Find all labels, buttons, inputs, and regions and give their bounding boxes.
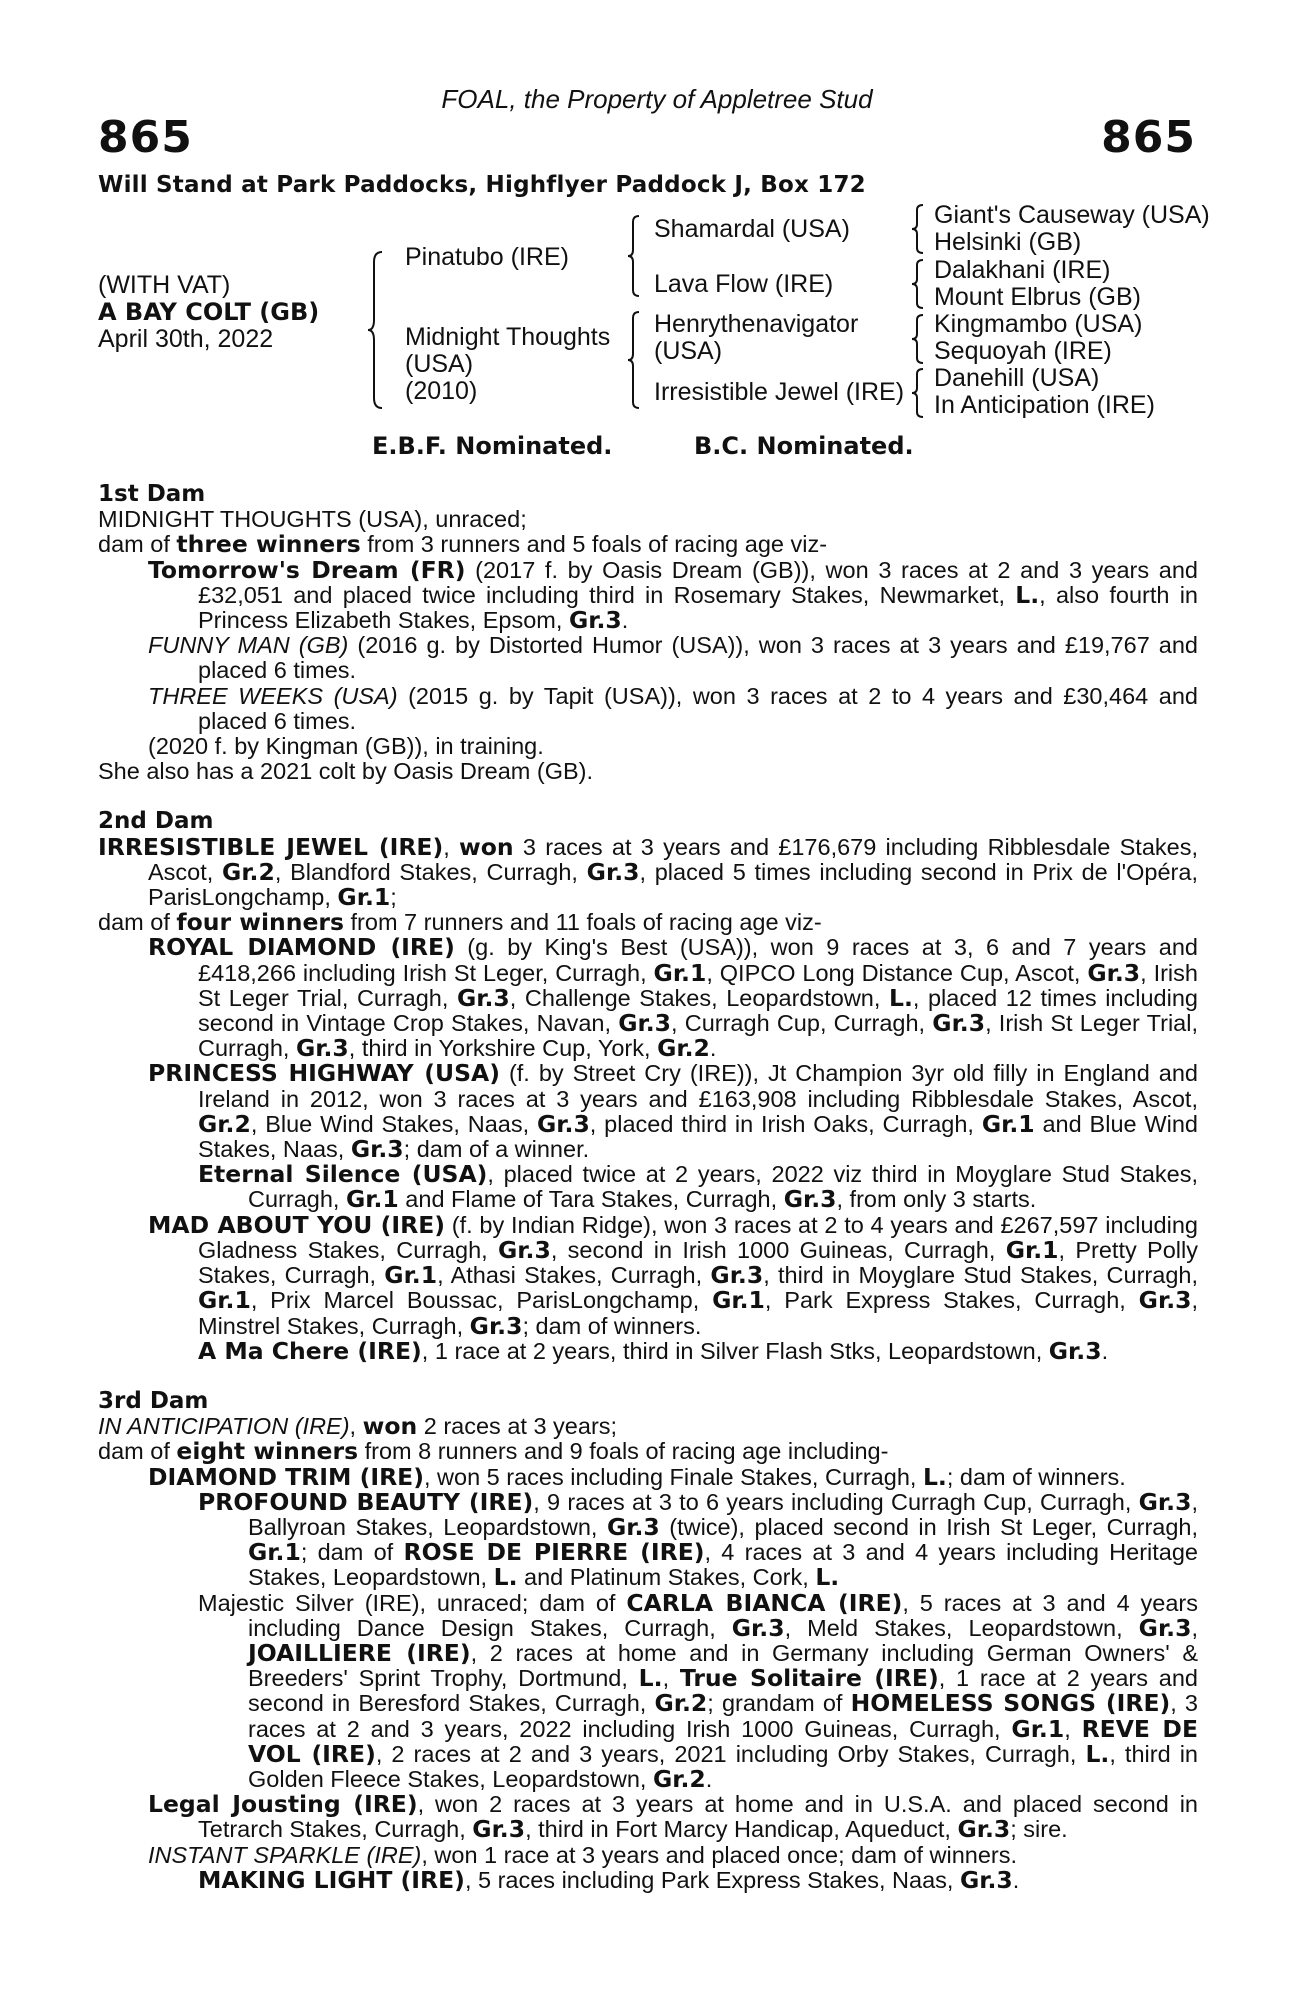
first-dam-produce-1: Tomorrow's Dream (FR) (2017 f. by Oasis Dream (GB)), won 3 races at 2 and 3 years and £32,051 and placed twice including third in Rosemary Stakes, Newmarket, L., also fourth in Princess Elizabeth Stakes, Epsom, Gr.3. xyxy=(148,555,1198,635)
pedigree-gen3-ddd: In Anticipation (IRE) xyxy=(934,391,1155,419)
pedigree-dam-line2: (USA) xyxy=(405,350,474,378)
stand-location: Will Stand at Park Paddocks, Highflyer Paddock J, Box 172 xyxy=(98,172,866,198)
second-dam-summary: dam of four winners from 7 runners and 11 foals of racing age viz- xyxy=(98,908,822,937)
pedigree-gen3-ssd: Helsinki (GB) xyxy=(934,228,1082,256)
first-dam-summary: dam of three winners from 3 runners and 5 foals of racing age viz- xyxy=(98,530,828,559)
second-dam-produce-mad-about-you: MAD ABOUT YOU (IRE) (f. by Indian Ridge), won 3 races at 2 to 4 years and £267,597 including Gladness Stakes, Curragh, Gr.3, second in Irish 1000 Guineas, Curragh, Gr.1, Pretty Polly Stakes, Curragh, Gr.1, Athasi Stakes, Curragh, Gr.3, third in Moyglare Stud Stakes, Curragh, Gr.1, Prix Marcel Boussac, ParisLongchamp, Gr.1, Park Express Stakes, Curragh, Gr.3, Minstrel Stakes, Curragh, Gr.3; dam of winners. xyxy=(148,1210,1199,1340)
page-subtitle: FOAL, the Property of Appletree Stud xyxy=(441,84,873,114)
pedigree-gen3-sds: Dalakhani (IRE) xyxy=(934,256,1111,284)
pedigree-brace-gen3-4 xyxy=(910,367,926,419)
second-dam-produce-royal-diamond: ROYAL DIAMOND (IRE) (g. by King's Best (USA)), won 9 races at 3, 6 and 7 years and £418,266 including Irish St Leger, Curragh, Gr.1, QIPCO Long Distance Cup, Ascot, Gr.3, Irish St Leger Trial, Curragh, Gr.3, Challenge Stakes, Leopardstown, L., placed 12 times including second in Vintage Crop Stakes, Navan, Gr.3, Curragh Cup, Curragh, Gr.3, Irish St Leger Trial, Curragh, Gr.3, third in Yorkshire Cup, York, Gr.2. xyxy=(148,933,1198,1063)
third-dam-grandproduce-majestic-silver: Majestic Silver (IRE), unraced; dam of CARLA BIANCA (IRE), 5 races at 3 and 4 years including Dance Design Stakes, Curragh, Gr.3, Meld Stakes, Leopardstown, Gr.3, JOAILLIERE (IRE), 2 races at home and in Germany including German Owners' & Breeders' Sprint Trophy, Dortmund, L., True Solitaire (IRE), 1 race at 2 years and second in Beresford Stakes, Curragh, Gr.2; grandam of HOMELESS SONGS (IRE), 3 races at 2 and 3 years, 2022 including Irish 1000 Guineas, Curragh, Gr.1, REVE DE VOL (IRE), 2 races at 2 and 3 years, 2021 including Orby Stakes, Curragh, L., third in Golden Fleece Stakes, Leopardstown, Gr.2. xyxy=(198,1588,1199,1793)
third-dam-summary: dam of eight winners from 8 runners and 9 foals of racing age including- xyxy=(98,1437,889,1466)
second-dam-grandproduce-eternal-silence: Eternal Silence (USA), placed twice at 2 years, 2022 viz third in Moyglare Stud Stakes, Curragh, Gr.1 and Flame of Tara Stakes, Curragh, Gr.3, from only 3 starts. xyxy=(198,1160,1198,1214)
pedigree-sire: Pinatubo (IRE) xyxy=(405,243,569,271)
first-dam-produce-4: (2020 f. by Kingman (GB)), in training. xyxy=(148,733,544,760)
lot-number-right: 865 xyxy=(1101,112,1196,163)
family-details xyxy=(98,482,1198,1893)
first-dam-heading: 1st Dam xyxy=(98,481,206,507)
horse-dob: April 30th, 2022 xyxy=(98,325,274,353)
first-dam-intro: MIDNIGHT THOUGHTS (USA), unraced; xyxy=(98,506,527,533)
pedigree-brace-sire xyxy=(626,214,642,298)
pedigree-gen3-dds: Danehill (USA) xyxy=(934,364,1100,392)
pedigree-dam-dam: Irresistible Jewel (IRE) xyxy=(654,378,905,406)
pedigree-brace-gen3-1 xyxy=(910,203,926,255)
second-dam-intro: IRRESISTIBLE JEWEL (IRE), won 3 races at 3 years and £176,679 including Ribblesdale Stakes, Ascot, Gr.2, Blandford Stakes, Curragh, Gr.3, placed 5 times including second in Prix de l'Opéra, ParisLongchamp, Gr.1; xyxy=(98,832,1199,912)
pedigree-brace-dam xyxy=(626,310,642,410)
pedigree-dam-sire-line2: (USA) xyxy=(654,337,723,365)
pedigree-dam-sire-line1: Henrythenavigator xyxy=(654,310,859,338)
third-dam-produce-instant-sparkle: INSTANT SPARKLE (IRE), won 1 race at 3 years and placed once; dam of winners. xyxy=(148,1841,1018,1868)
third-dam-grandproduce-making-light: MAKING LIGHT (IRE), 5 races including Park Express Stakes, Naas, Gr.3. xyxy=(198,1865,1020,1894)
pedigree-dam-line3: (2010) xyxy=(405,377,478,405)
lot-number-left: 865 xyxy=(98,112,193,163)
pedigree-gen3-sdd: Mount Elbrus (GB) xyxy=(934,283,1142,311)
first-dam-produce-3: THREE WEEKS (USA) (2015 g. by Tapit (USA)), won 3 races at 2 to 4 years and £30,464 and placed 6 times. xyxy=(148,682,1198,734)
pedigree-brace-main xyxy=(366,250,386,410)
vat-note: (WITH VAT) xyxy=(98,271,231,299)
first-dam-produce-2: FUNNY MAN (GB) (2016 g. by Distorted Humor (USA)), won 3 races at 3 years and £19,767 and placed 6 times. xyxy=(148,632,1198,684)
horse-name: A BAY COLT (GB) xyxy=(98,298,320,326)
pedigree-sire-sire: Shamardal (USA) xyxy=(654,215,850,243)
second-dam-grandproduce-a-ma-chere: A Ma Chere (IRE), 1 race at 2 years, third in Silver Flash Stks, Leopardstown, Gr.3. xyxy=(198,1336,1109,1365)
bc-nomination: B.C. Nominated. xyxy=(694,432,914,460)
pedigree-sire-dam: Lava Flow (IRE) xyxy=(654,270,834,298)
third-dam-produce-diamond-trim: DIAMOND TRIM (IRE), won 5 races including Finale Stakes, Curragh, L.; dam of winners. xyxy=(148,1462,1126,1491)
pedigree-gen3-sss: Giant's Causeway (USA) xyxy=(934,201,1210,229)
third-dam-grandproduce-profound-beauty: PROFOUND BEAUTY (IRE), 9 races at 3 to 6 years including Curragh Cup, Curragh, Gr.3, Ballyroan Stakes, Leopardstown, Gr.3 (twice), placed second in Irish St Leger, Curragh, Gr.1; dam of ROSE DE PIERRE (IRE), 4 races at 3 and 4 years including Heritage Stakes, Leopardstown, L. and Platinum Stakes, Cork, L. xyxy=(198,1487,1199,1592)
third-dam-heading: 3rd Dam xyxy=(98,1387,209,1414)
third-dam-intro: IN ANTICIPATION (IRE), won 2 races at 3 years; xyxy=(98,1412,618,1441)
second-dam-heading: 2nd Dam xyxy=(98,808,214,835)
pedigree-brace-gen3-3 xyxy=(910,313,926,365)
third-dam-produce-legal-jousting: Legal Jousting (IRE), won 2 races at 3 years at home and in U.S.A. and placed second in Tetrarch Stakes, Curragh, Gr.3, third in Fort Marcy Handicap, Aqueduct, Gr.3; sire. xyxy=(148,1790,1198,1844)
ebf-nomination: E.B.F. Nominated. xyxy=(372,432,613,460)
pedigree-gen3-dsd: Sequoyah (IRE) xyxy=(934,337,1112,365)
pedigree-gen3-dss: Kingmambo (USA) xyxy=(934,310,1143,338)
second-dam-produce-princess-highway: PRINCESS HIGHWAY (USA) (f. by Street Cry (IRE)), Jt Champion 3yr old filly in England and Ireland in 2012, won 3 races at 3 years and £163,908 including Ribblesdale Stakes, Ascot, Gr.2, Blue Wind Stakes, Naas, Gr.3, placed third in Irish Oaks, Curragh, Gr.1 and Blue Wind Stakes, Naas, Gr.3; dam of a winner. xyxy=(148,1059,1198,1164)
pedigree-dam-line1: Midnight Thoughts xyxy=(405,323,611,351)
first-dam-also: She also has a 2021 colt by Oasis Dream (GB). xyxy=(98,758,594,785)
pedigree-brace-gen3-2 xyxy=(910,258,926,310)
